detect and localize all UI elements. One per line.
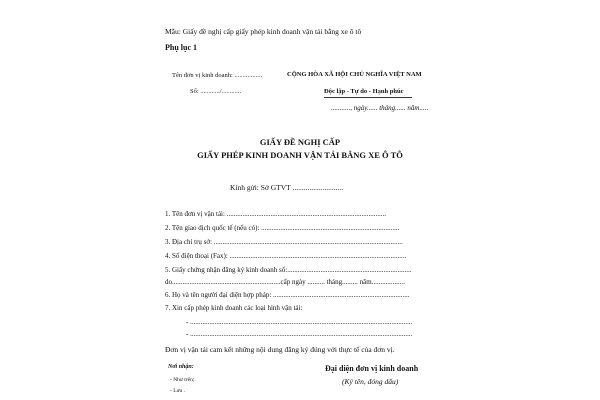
recipient-item: - Như trên; [170,377,195,383]
transport-option-line: - ............................................................................................................................... [186,318,413,326]
signature-note: (Ký tên, đóng dấu) [342,377,399,386]
commitment-statement: Đơn vị vận tải cam kết những nội dung đăng ký đúng với thực tế của đơn vị. [165,345,395,354]
recipient-line: Kính gửi: Sở GTVT ........................... [230,183,344,192]
organization-name-line: Tên đơn vị kinh doanh: ................. [172,72,263,79]
field-operator-name: 1. Tên đơn vị vận tải: ........................................................................................... [165,210,386,218]
signature-title: Đại diện đơn vị kinh doanh [325,364,419,373]
field-transport-types: 7. Xin cấp phép kinh doanh các loại hình vận tải: [165,304,303,312]
document-title-line-2: GIẤY PHÉP KINH DOANH VẬN TẢI BẰNG XE Ô TÔ [197,150,403,160]
field-international-name: 2. Tên giao dịch quốc tế (nếu có): ............................................................................... [165,224,400,232]
field-legal-representative: 6. Họ và tên người đại diện hợp pháp: .............................................................................. [165,291,410,299]
national-motto: Độc lập - Tự do - Hạnh phúc [324,88,404,95]
recipient-item: - Lưu . [170,388,186,394]
field-head-office-address: 3. Địa chỉ trụ sở: ............................................................................................................ [165,238,403,246]
document-title-line-1: GIẤY ĐỀ NGHỊ CẤP [259,137,341,147]
field-registration-issuer: do..............................................................cấp ngày .......... tháng......... năm................... [165,278,405,286]
transport-option-line: - ............................................................................................................................... [186,330,413,338]
document-number-line: Số: ............/............ [190,88,242,95]
recipients-label: Nơi nhận: [168,364,194,370]
form-sample-label: Mẫu: Giấy đề nghị cấp giấy phép kinh doanh vận tải bằng xe ô tô [165,27,362,36]
field-phone-fax: 4. Số điện thoại (Fax): ..................................................................................................... [165,252,407,260]
field-business-registration: 5. Giấy chứng nhận đăng ký kinh doanh số:....................................................................... [165,266,412,274]
country-heading: CỘNG HÒA XÃ HỘI CHỦ NGHĨA VIỆT NAM [287,71,422,78]
motto-underline [324,97,412,98]
date-line: ..........., ngày...... tháng...... năm..... [331,104,429,112]
appendix-label: Phụ lục 1 [165,43,198,52]
